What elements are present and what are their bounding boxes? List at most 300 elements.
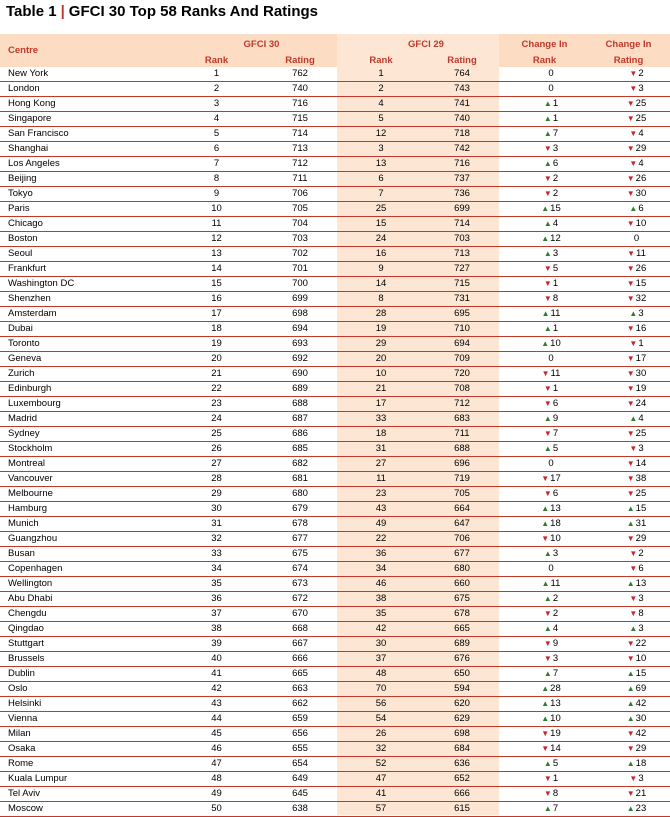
centre-name: Luxembourg — [0, 397, 178, 412]
gfci30-rank: 3 — [178, 97, 255, 112]
gfci29-rank: 8 — [345, 292, 417, 307]
gfci30-rating: 704 — [255, 217, 345, 232]
centre-name: Zurich — [0, 367, 178, 382]
gfci30-rank: 8 — [178, 172, 255, 187]
change-rating — [595, 337, 670, 352]
up-arrow-icon: ▲ 28 — [541, 683, 561, 694]
change-rank — [507, 547, 595, 562]
down-arrow-icon: ▼ 3 — [629, 593, 643, 604]
gfci29-rating: 709 — [417, 352, 507, 367]
up-arrow-icon: ▲ 5 — [544, 443, 558, 454]
down-arrow-icon: ▼ 2 — [629, 68, 643, 79]
down-arrow-icon: ▼ 25 — [627, 488, 647, 499]
gfci29-rating: 680 — [417, 562, 507, 577]
table-row — [0, 307, 670, 322]
change-rank — [507, 382, 595, 397]
change-rating — [595, 502, 670, 517]
gfci29-rank: 49 — [345, 517, 417, 532]
gfci29-rating: 660 — [417, 577, 507, 592]
up-arrow-icon: ▲ 11 — [542, 308, 561, 319]
gfci30-rating: 659 — [255, 712, 345, 727]
up-arrow-icon: ▲ 7 — [544, 668, 558, 679]
table-row — [0, 382, 670, 397]
gfci29-rank: 17 — [345, 397, 417, 412]
gfci29-rank: 41 — [345, 787, 417, 802]
up-arrow-icon: ▲ 4 — [544, 623, 558, 634]
gfci29-rank: 23 — [345, 487, 417, 502]
gfci29-rank: 46 — [345, 577, 417, 592]
up-arrow-icon: ▲ 9 — [544, 413, 558, 424]
gfci29-rating: 727 — [417, 262, 507, 277]
down-arrow-icon: ▼ 29 — [627, 143, 647, 154]
down-arrow-icon: ▼ 6 — [544, 398, 558, 409]
table-title — [6, 3, 318, 23]
gfci29-rating: 714 — [417, 217, 507, 232]
gfci29-rank: 34 — [345, 562, 417, 577]
table-row — [0, 127, 670, 142]
up-arrow-icon: ▲ 15 — [627, 668, 647, 679]
gfci30-rank: 21 — [178, 367, 255, 382]
down-arrow-icon: ▼ 25 — [627, 428, 647, 439]
centre-name: Chicago — [0, 217, 178, 232]
centre-name: Washington DC — [0, 277, 178, 292]
centre-name: Stockholm — [0, 442, 178, 457]
change-rank — [507, 757, 595, 772]
gfci30-rating: 713 — [255, 142, 345, 157]
gfci30-rank: 13 — [178, 247, 255, 262]
gfci30-rating: 681 — [255, 472, 345, 487]
gfci29-rating: 720 — [417, 367, 507, 382]
gfci30-rank: 5 — [178, 127, 255, 142]
down-arrow-icon: ▼ 14 — [541, 743, 561, 754]
gfci30-rating: 649 — [255, 772, 345, 787]
centre-name: Tel Aviv — [0, 787, 178, 802]
table-row — [0, 337, 670, 352]
table-row — [0, 727, 670, 742]
down-arrow-icon: ▼ 6 — [544, 488, 558, 499]
gfci29-rank: 3 — [345, 142, 417, 157]
change-rating — [595, 82, 670, 97]
gfci30-rating: 712 — [255, 157, 345, 172]
gfci29-rating: 665 — [417, 622, 507, 637]
change-rank — [507, 532, 595, 547]
change-rank — [507, 637, 595, 652]
gfci30-rating: 662 — [255, 697, 345, 712]
change-rank: 0 — [507, 352, 595, 367]
change-rank — [507, 307, 595, 322]
gfci29-rating: 698 — [417, 727, 507, 742]
gfci30-rank: 32 — [178, 532, 255, 547]
header-gfci29-rank: Rank — [369, 55, 393, 66]
change-rank — [507, 277, 595, 292]
up-arrow-icon: ▲ 2 — [544, 593, 558, 604]
change-rating — [595, 757, 670, 772]
header-change-rank-sub: Rank — [532, 55, 557, 66]
change-rating — [595, 247, 670, 262]
centre-name: Kuala Lumpur — [0, 772, 178, 787]
gfci30-rating: 711 — [255, 172, 345, 187]
gfci29-rank: 25 — [345, 202, 417, 217]
centre-name: Los Angeles — [0, 157, 178, 172]
change-rank — [507, 802, 595, 817]
gfci29-rank: 15 — [345, 217, 417, 232]
gfci30-rating: 688 — [255, 397, 345, 412]
down-arrow-icon: ▼ 29 — [627, 533, 647, 544]
gfci29-rank: 31 — [345, 442, 417, 457]
gfci30-rating: 675 — [255, 547, 345, 562]
gfci29-rating: 742 — [417, 142, 507, 157]
change-rating — [595, 532, 670, 547]
centre-name: New York — [0, 67, 178, 82]
title-separator: | — [60, 3, 65, 20]
gfci30-rank: 48 — [178, 772, 255, 787]
change-rating — [595, 202, 670, 217]
gfci30-rating: 762 — [255, 67, 345, 82]
gfci30-rating: 678 — [255, 517, 345, 532]
down-arrow-icon: ▼ 26 — [627, 173, 647, 184]
up-arrow-icon: ▲ 13 — [541, 503, 561, 514]
gfci30-rank: 30 — [178, 502, 255, 517]
gfci29-rating: 708 — [417, 382, 507, 397]
centre-name: Qingdao — [0, 622, 178, 637]
gfci30-rating: 680 — [255, 487, 345, 502]
change-rating — [595, 472, 670, 487]
centre-name: Tokyo — [0, 187, 178, 202]
up-arrow-icon: ▲ 13 — [627, 578, 647, 589]
change-rating — [595, 277, 670, 292]
gfci29-rank: 12 — [345, 127, 417, 142]
up-arrow-icon: ▲ 15 — [627, 503, 647, 514]
centre-name: Montreal — [0, 457, 178, 472]
down-arrow-icon: ▼ 9 — [544, 638, 558, 649]
change-rank — [507, 247, 595, 262]
centre-name: Moscow — [0, 802, 178, 817]
gfci30-rating: 716 — [255, 97, 345, 112]
gfci30-rating: 663 — [255, 682, 345, 697]
gfci29-rank: 16 — [345, 247, 417, 262]
change-rank — [507, 697, 595, 712]
down-arrow-icon: ▼ 3 — [544, 653, 558, 664]
down-arrow-icon: ▼ 17 — [627, 353, 647, 364]
centre-name: London — [0, 82, 178, 97]
centre-name: Osaka — [0, 742, 178, 757]
change-rating — [595, 562, 670, 577]
change-rating — [595, 262, 670, 277]
centre-name: Geneva — [0, 352, 178, 367]
up-arrow-icon: ▲ 11 — [542, 578, 561, 589]
gfci29-rank: 14 — [345, 277, 417, 292]
gfci30-rank: 43 — [178, 697, 255, 712]
change-rating — [595, 187, 670, 202]
gfci29-rank: 42 — [345, 622, 417, 637]
down-arrow-icon: ▼ 38 — [627, 473, 647, 484]
gfci29-rating: 694 — [417, 337, 507, 352]
change-rank — [507, 127, 595, 142]
change-rank — [507, 487, 595, 502]
change-rating — [595, 547, 670, 562]
centre-name: Rome — [0, 757, 178, 772]
gfci29-rank: 20 — [345, 352, 417, 367]
change-rating — [595, 127, 670, 142]
change-rating — [595, 607, 670, 622]
table-row — [0, 772, 670, 787]
change-rank — [507, 502, 595, 517]
change-rank — [507, 142, 595, 157]
gfci29-rating: 736 — [417, 187, 507, 202]
gfci30-rating: 686 — [255, 427, 345, 442]
gfci30-rating: 677 — [255, 532, 345, 547]
gfci30-rank: 24 — [178, 412, 255, 427]
gfci30-rank: 33 — [178, 547, 255, 562]
gfci30-rank: 20 — [178, 352, 255, 367]
table-row — [0, 637, 670, 652]
gfci29-rank: 33 — [345, 412, 417, 427]
gfci30-rating: 666 — [255, 652, 345, 667]
change-rank — [507, 172, 595, 187]
table-number: Table 1 — [6, 3, 57, 20]
change-rating — [595, 367, 670, 382]
gfci30-rank: 6 — [178, 142, 255, 157]
gfci29-rank: 32 — [345, 742, 417, 757]
change-rank — [507, 112, 595, 127]
table-row — [0, 352, 670, 367]
centre-name: Hong Kong — [0, 97, 178, 112]
gfci29-rating: 676 — [417, 652, 507, 667]
table-row — [0, 667, 670, 682]
header-gfci29-rating: Rating — [447, 55, 477, 66]
gfci30-rank: 25 — [178, 427, 255, 442]
gfci30-rank: 1 — [178, 67, 255, 82]
table-row — [0, 562, 670, 577]
gfci29-rank: 13 — [345, 157, 417, 172]
change-rank — [507, 682, 595, 697]
gfci29-rating: 683 — [417, 412, 507, 427]
table-row — [0, 427, 670, 442]
up-arrow-icon: ▲ 10 — [541, 338, 561, 349]
gfci29-rank: 38 — [345, 592, 417, 607]
change-rank — [507, 217, 595, 232]
centre-name: Guangzhou — [0, 532, 178, 547]
gfci29-rank: 30 — [345, 637, 417, 652]
up-arrow-icon: ▲ 31 — [627, 518, 647, 529]
gfci30-rank: 39 — [178, 637, 255, 652]
centre-name: Abu Dhabi — [0, 592, 178, 607]
gfci30-rank: 31 — [178, 517, 255, 532]
change-rank — [507, 397, 595, 412]
gfci29-rating: 689 — [417, 637, 507, 652]
gfci29-rating: 647 — [417, 517, 507, 532]
gfci29-rank: 24 — [345, 232, 417, 247]
gfci30-rank: 9 — [178, 187, 255, 202]
gfci29-rank: 27 — [345, 457, 417, 472]
gfci29-rating: 664 — [417, 502, 507, 517]
change-rank — [507, 592, 595, 607]
change-rating — [595, 427, 670, 442]
table-row — [0, 202, 670, 217]
gfci30-rank: 37 — [178, 607, 255, 622]
change-rating — [595, 592, 670, 607]
gfci30-rating: 690 — [255, 367, 345, 382]
table-row — [0, 367, 670, 382]
table-row — [0, 622, 670, 637]
table-row — [0, 142, 670, 157]
down-arrow-icon: ▼ 3 — [629, 773, 643, 784]
gfci30-rank: 50 — [178, 802, 255, 817]
gfci30-rating: 668 — [255, 622, 345, 637]
gfci29-rank: 10 — [345, 367, 417, 382]
gfci29-rating: 684 — [417, 742, 507, 757]
gfci29-rating: 677 — [417, 547, 507, 562]
table-row — [0, 517, 670, 532]
gfci30-rating: 667 — [255, 637, 345, 652]
gfci29-rating: 695 — [417, 307, 507, 322]
change-rank — [507, 187, 595, 202]
change-rank — [507, 232, 595, 247]
up-arrow-icon: ▲ 69 — [627, 683, 647, 694]
change-rating — [595, 307, 670, 322]
change-rating — [595, 652, 670, 667]
change-rating — [595, 322, 670, 337]
gfci29-rating: 764 — [417, 67, 507, 82]
down-arrow-icon: ▼ 1 — [544, 278, 558, 289]
centre-name: Madrid — [0, 412, 178, 427]
down-arrow-icon: ▼ 11 — [542, 368, 561, 379]
gfci29-rank: 18 — [345, 427, 417, 442]
table-row — [0, 712, 670, 727]
gfci30-rank: 4 — [178, 112, 255, 127]
gfci30-rank: 17 — [178, 307, 255, 322]
change-rank — [507, 517, 595, 532]
change-rating — [595, 412, 670, 427]
change-rating — [595, 382, 670, 397]
header-change-in-rank: Change In — [521, 39, 568, 50]
table-title-text: GFCI 30 Top 58 Ranks And Ratings — [68, 3, 318, 20]
change-rating — [595, 577, 670, 592]
centre-name: Oslo — [0, 682, 178, 697]
change-rating — [595, 217, 670, 232]
centre-name: Shenzhen — [0, 292, 178, 307]
gfci30-rank: 44 — [178, 712, 255, 727]
down-arrow-icon: ▼ 10 — [627, 653, 647, 664]
down-arrow-icon: ▼ 2 — [629, 548, 643, 559]
down-arrow-icon: ▼ 3 — [629, 443, 643, 454]
gfci30-rating: 701 — [255, 262, 345, 277]
gfci29-rank: 54 — [345, 712, 417, 727]
table-row — [0, 322, 670, 337]
change-rank — [507, 292, 595, 307]
gfci29-rating: 678 — [417, 607, 507, 622]
gfci29-rating: 652 — [417, 772, 507, 787]
centre-name: Toronto — [0, 337, 178, 352]
gfci30-rank: 28 — [178, 472, 255, 487]
change-rank: 0 — [507, 67, 595, 82]
table-row — [0, 487, 670, 502]
gfci29-rank: 2 — [345, 82, 417, 97]
gfci29-rating: 650 — [417, 667, 507, 682]
up-arrow-icon: ▲ 1 — [544, 98, 558, 109]
table-row — [0, 547, 670, 562]
gfci30-rank: 40 — [178, 652, 255, 667]
change-rank — [507, 97, 595, 112]
gfci29-rating: 706 — [417, 532, 507, 547]
down-arrow-icon: ▼ 4 — [629, 128, 643, 139]
gfci29-rating: 740 — [417, 112, 507, 127]
gfci30-rating: 693 — [255, 337, 345, 352]
centre-name: Stuttgart — [0, 637, 178, 652]
gfci30-rating: 714 — [255, 127, 345, 142]
centre-name: Dubai — [0, 322, 178, 337]
change-rank — [507, 787, 595, 802]
table-row — [0, 577, 670, 592]
gfci29-rating: 743 — [417, 82, 507, 97]
table-row — [0, 232, 670, 247]
centre-name: Wellington — [0, 577, 178, 592]
change-rank — [507, 412, 595, 427]
centre-name: Milan — [0, 727, 178, 742]
gfci30-rank: 45 — [178, 727, 255, 742]
table-row — [0, 217, 670, 232]
gfci29-rank: 29 — [345, 337, 417, 352]
up-arrow-icon: ▲ 3 — [629, 308, 643, 319]
down-arrow-icon: ▼ 5 — [544, 263, 558, 274]
change-rank — [507, 337, 595, 352]
gfci30-rating: 685 — [255, 442, 345, 457]
down-arrow-icon: ▼ 25 — [627, 113, 647, 124]
table-row — [0, 592, 670, 607]
gfci30-rank: 19 — [178, 337, 255, 352]
change-rating: 0 — [595, 232, 670, 247]
gfci30-rank: 11 — [178, 217, 255, 232]
gfci30-rating: 715 — [255, 112, 345, 127]
change-rating — [595, 142, 670, 157]
down-arrow-icon: ▼ 10 — [627, 218, 647, 229]
gfci30-rating: 705 — [255, 202, 345, 217]
change-rating — [595, 442, 670, 457]
gfci30-rating: 655 — [255, 742, 345, 757]
gfci29-rating: 737 — [417, 172, 507, 187]
gfci29-rank: 52 — [345, 757, 417, 772]
gfci29-rank: 19 — [345, 322, 417, 337]
table-row — [0, 292, 670, 307]
gfci29-rank: 43 — [345, 502, 417, 517]
gfci29-rating: 666 — [417, 787, 507, 802]
gfci30-rank: 2 — [178, 82, 255, 97]
gfci30-rank: 29 — [178, 487, 255, 502]
table-row — [0, 97, 670, 112]
up-arrow-icon: ▲ 30 — [627, 713, 647, 724]
centre-name: Amsterdam — [0, 307, 178, 322]
table-row — [0, 172, 670, 187]
change-rank — [507, 427, 595, 442]
header-gfci30-rank: Rank — [204, 55, 229, 66]
change-rating — [595, 667, 670, 682]
centre-name: Boston — [0, 232, 178, 247]
up-arrow-icon: ▲ 23 — [627, 803, 647, 814]
header-change-rating-sub: Rating — [613, 55, 644, 66]
centre-name: Copenhagen — [0, 562, 178, 577]
centre-name: Beijing — [0, 172, 178, 187]
centre-name: Sydney — [0, 427, 178, 442]
down-arrow-icon: ▼ 42 — [627, 728, 647, 739]
gfci29-rank: 6 — [345, 172, 417, 187]
gfci30-rating: 692 — [255, 352, 345, 367]
gfci29-rating: 712 — [417, 397, 507, 412]
down-arrow-icon: ▼ 25 — [627, 98, 647, 109]
gfci29-rank: 4 — [345, 97, 417, 112]
down-arrow-icon: ▼ 2 — [544, 173, 558, 184]
change-rank — [507, 742, 595, 757]
up-arrow-icon: ▲ 12 — [541, 233, 561, 244]
